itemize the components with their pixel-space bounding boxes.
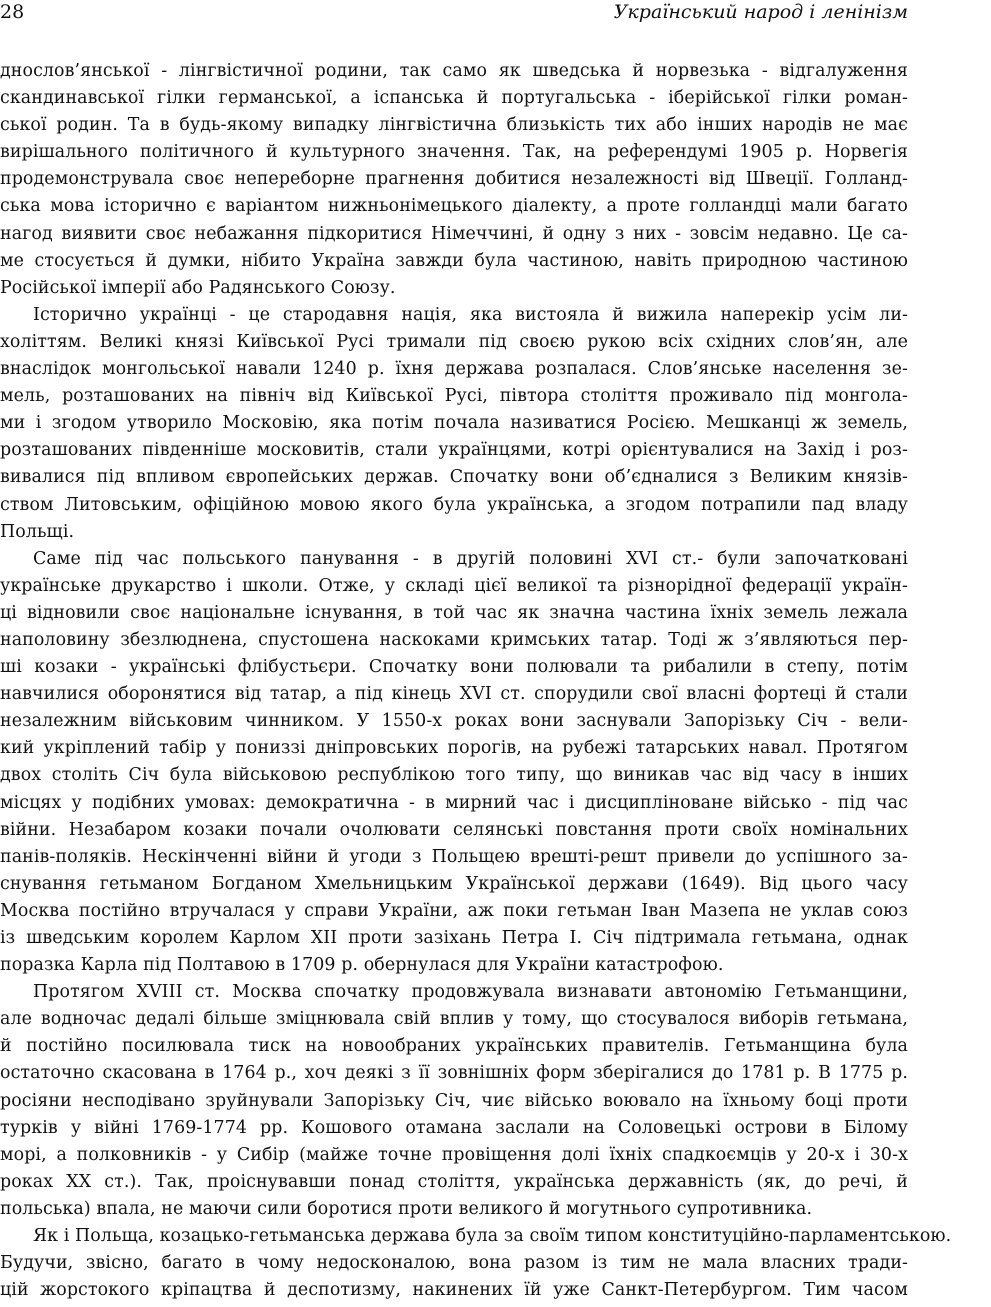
text-line: роках XX ст.). Так, проіснувавши понад століття, українська державність (як, до речі, й: [0, 1171, 908, 1192]
text-line: нагод виявити своє небажання підкоритися Німеччині, й одну з них - зовсім недавно. Це са-: [0, 223, 908, 244]
text-line: ші козаки - українські флібустьєри. Спочатку вони полювали та рибалили в степу, потім: [0, 657, 908, 678]
running-title: Український народ і ленінізм: [613, 1, 908, 23]
text-line: цій жорстокого кріпацтва й деспотизму, накинених їй уже Санкт-Петербургом. Тим часом: [0, 1280, 908, 1301]
text-line: вивалися під впливом європейських держав. Спочатку вони об’єдналися з Великим князів-: [0, 467, 908, 488]
text-line: двох століть Січ була військовою республікою того типу, що виникав час від часу в інших: [0, 765, 908, 786]
text-line: днослов’янської - лінгвістичної родини, так само як шведська й норвезька - відгалуження: [0, 61, 908, 81]
paragraph-first-line: Протягом XVIII ст. Москва спочатку продовжувала визнавати автономію Гетьманщини,: [33, 982, 908, 1003]
body-text: [0, 58, 952, 1304]
text-line: росіяни несподівано зруйнували Запорізьку Січ, чиє військо воювало на їхньому боці проти: [0, 1090, 908, 1111]
text-line: Будучи, звісно, багато в чому недосконалою, вона разом із тим не мала власних тради-: [0, 1253, 908, 1274]
text-line: розташованих південніше московитів, стали українцями, котрі орієнтувалися на Захід і роз-: [0, 440, 908, 461]
page-number: 28: [0, 1, 25, 23]
text-line: місцях у подібних умовах: демократична - в мирний час і дисципліноване військо - під час: [0, 792, 908, 813]
text-line: кий укріплений табір у пониззі дніпровських порогів, на рубежі татарських навал. Протягом: [0, 738, 908, 759]
text-line: ці відновили своє національне існування, в той час як значна частина їхніх земель лежала: [0, 602, 908, 623]
text-line: Російської імперії або Радянського Союзу.: [0, 277, 396, 298]
text-line: скандинавської гілки германської, а іспанська й португальська - іберійської гілки роман-: [0, 88, 908, 109]
text-line: внаслідок монгольської навали 1240 р. їхня держава розпалася. Слов’янське населення зе-: [0, 359, 908, 380]
text-line: снування гетьманом Богданом Хмельницьким Української держави (1649). Від цього часу: [0, 873, 908, 894]
text-line: остаточно скасована в 1764 р., хоч деякі з її зовнішніх форм зберігалися до 1781 р. В 1775 р.: [0, 1063, 908, 1084]
text-line: поразка Карла під Полтавою в 1709 р. обернулася для України катастрофою.: [0, 955, 724, 976]
text-line: українське друкарство і школи. Отже, у складі цієї великої та різнорідної федерації україн-: [0, 575, 908, 596]
text-line: незалежним військовим чинником. У 1550-х роках вони заснували Запорізьку Січ - вели-: [0, 711, 908, 732]
text-line: морі, а полковників - у Сибір (майже точне провіщення долі їхніх спадкоємців у 20-х і 30-х: [0, 1144, 908, 1165]
text-line: ми і згодом утворило Московію, яка потім почала називатися Росією. Мешканці ж земель,: [0, 413, 908, 434]
text-line: Польщі.: [0, 521, 75, 542]
text-line: ством Литовським, офіційною мовою якого була українська, а згодом потрапили пад владу: [0, 494, 908, 515]
text-line: ме стосується й думки, нібито Україна завжди була частиною, навіть природною частиною: [0, 250, 908, 271]
text-line: мель, розташованих на північ від Київської Русі, півтора століття проживало під монгола-: [0, 386, 908, 407]
page-header: [0, 0, 908, 24]
text-line: війни. Незабаром козаки почали очолювати селянські повстання проти своїх номінальних: [0, 819, 908, 840]
text-line: наполовину збезлюднена, спустошена наскоками кримських татар. Тоді ж з’являються пер-: [0, 629, 908, 650]
paragraph-first-line: Як і Польща, козацько-гетьманська держава була за своїм типом конституційно-парламентською.: [33, 1226, 952, 1247]
text-line: турків у війні 1769-1774 рр. Кошового отамана заслали на Соловецькі острови в Білому: [0, 1117, 908, 1138]
text-line: навчилися оборонятися від татар, а під кінець XVI ст. спорудили свої власні фортеці й стали: [0, 684, 908, 705]
paragraph-first-line: Саме під час польського панування - в другій половині XVI ст.- були започатковані: [33, 548, 908, 569]
text-line: панів-поляків. Нескінченні війни й угоди з Польщею врешті-решт привели до успішного за-: [0, 846, 908, 867]
text-line: польська) впала, не маючи сили боротися проти великого й могутнього супротивника.: [0, 1198, 813, 1219]
text-line: ська мова історично є варіантом нижньонімецького діалекту, а проте голландці мали багато: [0, 196, 908, 217]
paragraph-first-line: Історично українці - це стародавня нація, яка вистояла й вижила наперекір усім ли-: [33, 304, 908, 325]
text-line: вирішального політичного й культурного значення. Так, на референдумі 1905 р. Норвегія: [0, 142, 908, 163]
text-line: Москва постійно втручалася у справи України, аж поки гетьман Іван Мазепа не уклав союз: [0, 900, 908, 921]
text-line: продемонструвала своє непереборне прагнення добитися незалежності від Швеції. Голланд-: [0, 169, 908, 190]
text-line: але водночас дедалі більше зміцнювала свій вплив у тому, що стосувалося виборів гетьмана,: [0, 1009, 908, 1030]
text-line: ської родин. Та в будь-якому випадку лінгвістична близькість тих або інших народів не має: [0, 115, 908, 136]
text-line: холіттям. Великі князі Київської Русі тримали під своєю рукою всіх східних слов’ян, але: [0, 331, 908, 352]
text-line: й постійно посилювала тиск на новообраних українських правителів. Гетьманщина була: [0, 1036, 908, 1057]
text-line: із шведським королем Карлом XII проти зазіхань Петра I. Січ підтримала гетьмана, однак: [0, 928, 908, 948]
